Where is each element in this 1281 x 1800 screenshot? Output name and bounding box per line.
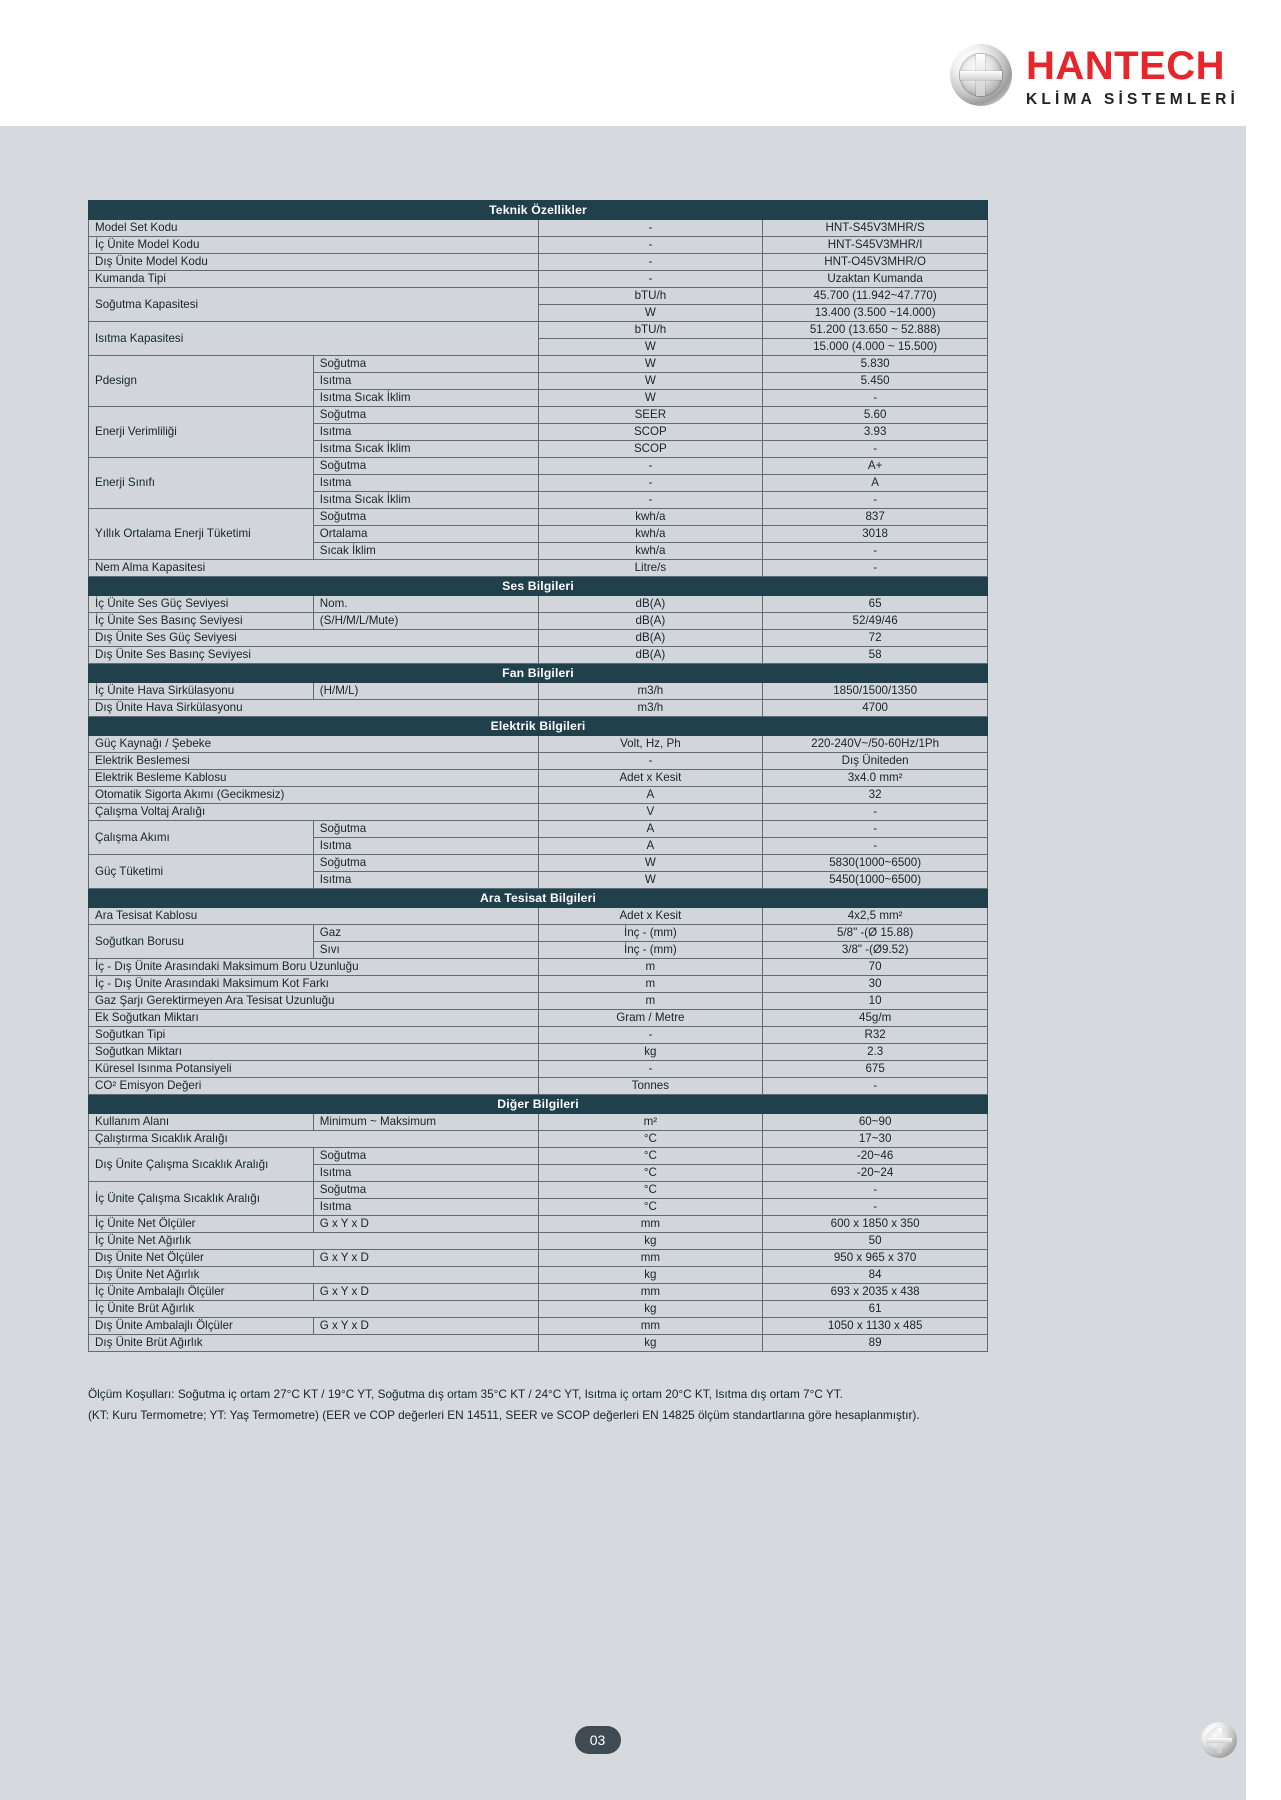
- spec-row: [89, 1148, 988, 1165]
- spec-row-unit: W: [538, 855, 763, 872]
- spec-row-unit: W: [538, 373, 763, 390]
- spec-row: [89, 1114, 988, 1131]
- spec-row-sublabel: Soğutma: [313, 855, 538, 872]
- spec-row: [89, 1078, 988, 1095]
- note-line-1: Ölçüm Koşulları: Soğutma iç ortam 27°C KT / 19°C YT, Soğutma dış ortam 35°C KT / 24°C YT, Isıtma iç ortam 20°C KT, Isıtma dış ortam 7°C YT.: [88, 1387, 843, 1401]
- spec-row-value: -: [763, 1182, 988, 1199]
- spec-row-label: Dış Ünite Brüt Ağırlık: [89, 1335, 539, 1352]
- spec-row-label: Çalışma Akımı: [89, 821, 314, 855]
- spec-row-value: 58: [763, 647, 988, 664]
- spec-row-sublabel: Isıtma: [313, 1199, 538, 1216]
- spec-row-sublabel: G x Y x D: [313, 1216, 538, 1233]
- spec-row-label: Soğutkan Borusu: [89, 925, 314, 959]
- spec-row-unit: mm: [538, 1250, 763, 1267]
- spec-row-unit: Litre/s: [538, 560, 763, 577]
- spec-row-value: -: [763, 1199, 988, 1216]
- spec-row-label: İç Ünite Net Ölçüler: [89, 1216, 314, 1233]
- spec-row-unit: °C: [538, 1131, 763, 1148]
- spec-row-label: Dış Ünite Model Kodu: [89, 254, 539, 271]
- spec-row-value: 89: [763, 1335, 988, 1352]
- spec-row-label: İç Ünite Ambalajlı Ölçüler: [89, 1284, 314, 1301]
- spec-row-unit: kg: [538, 1267, 763, 1284]
- spec-row-value: HNT-S45V3MHR/I: [763, 237, 988, 254]
- spec-row-sublabel: Isıtma Sıcak İklim: [313, 390, 538, 407]
- spec-row-label: Enerji Verimliliği: [89, 407, 314, 458]
- spec-row-sublabel: Isıtma Sıcak İklim: [313, 441, 538, 458]
- spec-row-unit: kwh/a: [538, 543, 763, 560]
- spec-row-value: 2.3: [763, 1044, 988, 1061]
- spec-row-label: CO² Emisyon Değeri: [89, 1078, 539, 1095]
- spec-row-value: 65: [763, 596, 988, 613]
- spec-row: [89, 804, 988, 821]
- spec-row-value: 3/8" -(Ø9.52): [763, 942, 988, 959]
- section-title: Ara Tesisat Bilgileri: [89, 889, 988, 908]
- spec-row-value: 30: [763, 976, 988, 993]
- spec-row-unit: W: [538, 356, 763, 373]
- spec-row: [89, 1335, 988, 1352]
- spec-row-value: 5830(1000~6500): [763, 855, 988, 872]
- spec-row: [89, 1284, 988, 1301]
- spec-row: [89, 1233, 988, 1250]
- spec-row: [89, 683, 988, 700]
- spec-row-unit: Tonnes: [538, 1078, 763, 1095]
- spec-row: [89, 1301, 988, 1318]
- section-title: Diğer Bilgileri: [89, 1095, 988, 1114]
- spec-row: [89, 925, 988, 942]
- spec-row-sublabel: Isıtma: [313, 1165, 538, 1182]
- footer-hantech-circle-cross-icon: [1201, 1722, 1237, 1758]
- spec-row-value: -: [763, 543, 988, 560]
- spec-row-unit: mm: [538, 1216, 763, 1233]
- spec-row-unit: °C: [538, 1199, 763, 1216]
- spec-row-unit: A: [538, 821, 763, 838]
- spec-row-unit: m: [538, 993, 763, 1010]
- spec-row: [89, 700, 988, 717]
- spec-row: [89, 908, 988, 925]
- section-title: Teknik Özellikler: [89, 201, 988, 220]
- spec-row-sublabel: Soğutma: [313, 356, 538, 373]
- spec-row-label: Yıllık Ortalama Enerji Tüketimi: [89, 509, 314, 560]
- spec-row-unit: m3/h: [538, 683, 763, 700]
- spec-row-label: Otomatik Sigorta Akımı (Gecikmesiz): [89, 787, 539, 804]
- spec-row-label: İç Ünite Ses Basınç Seviyesi: [89, 613, 314, 630]
- spec-row-value: 1050 x 1130 x 485: [763, 1318, 988, 1335]
- spec-row-unit: mm: [538, 1318, 763, 1335]
- spec-row-unit: kg: [538, 1301, 763, 1318]
- spec-row-value: 13.400 (3.500 ~14.000): [763, 305, 988, 322]
- spec-row-sublabel: Minimum ~ Maksimum: [313, 1114, 538, 1131]
- spec-row-unit: W: [538, 305, 763, 322]
- spec-row-label: İç Ünite Model Kodu: [89, 237, 539, 254]
- spec-row-label: İç Ünite Hava Sirkülasyonu: [89, 683, 314, 700]
- spec-row-sublabel: Ortalama: [313, 526, 538, 543]
- spec-row: [89, 855, 988, 872]
- spec-row-value: 1850/1500/1350: [763, 683, 988, 700]
- spec-row: [89, 1027, 988, 1044]
- spec-row-value: 70: [763, 959, 988, 976]
- spec-row-value: 45g/m: [763, 1010, 988, 1027]
- spec-row-unit: kg: [538, 1233, 763, 1250]
- spec-row-value: 675: [763, 1061, 988, 1078]
- spec-row-unit: -: [538, 254, 763, 271]
- spec-row: [89, 1216, 988, 1233]
- section-header-row: [89, 664, 988, 683]
- spec-row: [89, 770, 988, 787]
- spec-row-unit: -: [538, 271, 763, 288]
- spec-row-value: Dış Üniteden: [763, 753, 988, 770]
- spec-row-unit: dB(A): [538, 630, 763, 647]
- spec-row-value: 84: [763, 1267, 988, 1284]
- brand-subtitle: KLİMA SİSTEMLERİ: [1025, 91, 1239, 108]
- spec-row: [89, 959, 988, 976]
- spec-row: [89, 787, 988, 804]
- spec-row-label: Kumanda Tipi: [89, 271, 539, 288]
- spec-row: [89, 288, 988, 305]
- spec-row-unit: SEER: [538, 407, 763, 424]
- spec-row-unit: İnç - (mm): [538, 925, 763, 942]
- spec-row-label: Dış Ünite Net Ölçüler: [89, 1250, 314, 1267]
- spec-row-value: 5450(1000~6500): [763, 872, 988, 889]
- spec-row-value: 45.700 (11.942~47.770): [763, 288, 988, 305]
- spec-row-unit: V: [538, 804, 763, 821]
- spec-row: [89, 1061, 988, 1078]
- spec-row-unit: kwh/a: [538, 526, 763, 543]
- spec-row-label: Pdesign: [89, 356, 314, 407]
- spec-row-label: İç Ünite Net Ağırlık: [89, 1233, 539, 1250]
- spec-row-value: -: [763, 560, 988, 577]
- spec-row-sublabel: Isıtma: [313, 872, 538, 889]
- spec-row: [89, 1010, 988, 1027]
- spec-row-label: İç Ünite Çalışma Sıcaklık Aralığı: [89, 1182, 314, 1216]
- spec-row-value: 3018: [763, 526, 988, 543]
- brand-logo: [950, 44, 1239, 109]
- spec-row-value: R32: [763, 1027, 988, 1044]
- spec-sheet-panel: [0, 126, 1246, 1800]
- spec-row-label: Dış Ünite Hava Sirkülasyonu: [89, 700, 539, 717]
- spec-row-sublabel: Soğutma: [313, 407, 538, 424]
- spec-row-unit: dB(A): [538, 647, 763, 664]
- spec-row-unit: m: [538, 976, 763, 993]
- spec-row-value: -: [763, 821, 988, 838]
- spec-row: [89, 613, 988, 630]
- spec-row-value: 61: [763, 1301, 988, 1318]
- spec-row-value: 72: [763, 630, 988, 647]
- section-header-row: [89, 1095, 988, 1114]
- spec-row-label: Elektrik Beslemesi: [89, 753, 539, 770]
- spec-row-label: İç - Dış Ünite Arasındaki Maksimum Kot Farkı: [89, 976, 539, 993]
- spec-row-label: Küresel Isınma Potansiyeli: [89, 1061, 539, 1078]
- spec-row-unit: Adet x Kesit: [538, 908, 763, 925]
- spec-row-sublabel: Isıtma: [313, 838, 538, 855]
- spec-row-unit: A: [538, 838, 763, 855]
- spec-row: [89, 630, 988, 647]
- spec-row-label: Dış Ünite Çalışma Sıcaklık Aralığı: [89, 1148, 314, 1182]
- spec-row-unit: W: [538, 390, 763, 407]
- spec-row-unit: °C: [538, 1148, 763, 1165]
- spec-row: [89, 254, 988, 271]
- spec-row-unit: -: [538, 492, 763, 509]
- spec-row-value: 5.830: [763, 356, 988, 373]
- spec-row-unit: dB(A): [538, 613, 763, 630]
- spec-row-value: HNT-S45V3MHR/S: [763, 220, 988, 237]
- spec-row-value: -20~46: [763, 1148, 988, 1165]
- spec-row-unit: -: [538, 220, 763, 237]
- spec-row-sublabel: Isıtma: [313, 475, 538, 492]
- spec-row-value: 3x4.0 mm²: [763, 770, 988, 787]
- spec-row-sublabel: Sıvı: [313, 942, 538, 959]
- spec-row-label: İç Ünite Brüt Ağırlık: [89, 1301, 539, 1318]
- spec-row-label: Güç Kaynağı / Şebeke: [89, 736, 539, 753]
- spec-row: [89, 509, 988, 526]
- spec-row-value: -: [763, 1078, 988, 1095]
- spec-row: [89, 976, 988, 993]
- brand-name: HANTECH: [1025, 44, 1226, 88]
- spec-row-sublabel: Nom.: [313, 596, 538, 613]
- spec-row-sublabel: G x Y x D: [313, 1284, 538, 1301]
- spec-row: [89, 1182, 988, 1199]
- spec-row-sublabel: (S/H/M/L/Mute): [313, 613, 538, 630]
- spec-row: [89, 458, 988, 475]
- spec-row-unit: İnç - (mm): [538, 942, 763, 959]
- spec-row-sublabel: Soğutma: [313, 509, 538, 526]
- spec-row-value: 51.200 (13.650 ~ 52.888): [763, 322, 988, 339]
- spec-row: [89, 560, 988, 577]
- spec-row-label: Kullanım Alanı: [89, 1114, 314, 1131]
- spec-row-sublabel: Isıtma: [313, 424, 538, 441]
- spec-row-value: HNT-O45V3MHR/O: [763, 254, 988, 271]
- spec-row-value: -: [763, 390, 988, 407]
- spec-row-sublabel: Soğutma: [313, 458, 538, 475]
- spec-row-label: Elektrik Besleme Kablosu: [89, 770, 539, 787]
- spec-row-value: Uzaktan Kumanda: [763, 271, 988, 288]
- spec-row-label: Güç Tüketimi: [89, 855, 314, 889]
- spec-row-label: Model Set Kodu: [89, 220, 539, 237]
- spec-row-value: -20~24: [763, 1165, 988, 1182]
- section-header-row: [89, 201, 988, 220]
- spec-row-label: Dış Ünite Ses Güç Seviyesi: [89, 630, 539, 647]
- spec-row: [89, 596, 988, 613]
- spec-row-unit: Volt, Hz, Ph: [538, 736, 763, 753]
- spec-row: [89, 1044, 988, 1061]
- measurement-conditions-notes: [88, 1384, 988, 1426]
- section-header-row: [89, 889, 988, 908]
- spec-row-label: Çalışma Voltaj Aralığı: [89, 804, 539, 821]
- spec-row-label: Dış Ünite Ses Basınç Seviyesi: [89, 647, 539, 664]
- spec-row-unit: SCOP: [538, 424, 763, 441]
- spec-row: [89, 993, 988, 1010]
- spec-row-unit: °C: [538, 1165, 763, 1182]
- spec-row-unit: kg: [538, 1044, 763, 1061]
- spec-row-unit: -: [538, 1061, 763, 1078]
- spec-row: [89, 647, 988, 664]
- spec-row-sublabel: Soğutma: [313, 1148, 538, 1165]
- page-number-badge: 03: [575, 1726, 621, 1754]
- spec-row-value: 60~90: [763, 1114, 988, 1131]
- section-header-row: [89, 717, 988, 736]
- spec-row-unit: m3/h: [538, 700, 763, 717]
- spec-row-value: 5.60: [763, 407, 988, 424]
- spec-row-value: 4700: [763, 700, 988, 717]
- spec-row-unit: m²: [538, 1114, 763, 1131]
- spec-row-unit: A: [538, 787, 763, 804]
- spec-row-unit: kwh/a: [538, 509, 763, 526]
- spec-row-label: Gaz Şarjı Gerektirmeyen Ara Tesisat Uzunluğu: [89, 993, 539, 1010]
- spec-row-unit: bTU/h: [538, 288, 763, 305]
- spec-row-unit: Adet x Kesit: [538, 770, 763, 787]
- spec-row: [89, 1267, 988, 1284]
- spec-row-value: A: [763, 475, 988, 492]
- spec-row: [89, 356, 988, 373]
- spec-row-unit: bTU/h: [538, 322, 763, 339]
- spec-row-unit: m: [538, 959, 763, 976]
- spec-row-sublabel: Isıtma Sıcak İklim: [313, 492, 538, 509]
- spec-row-label: İç - Dış Ünite Arasındaki Maksimum Boru Uzunluğu: [89, 959, 539, 976]
- spec-row-sublabel: G x Y x D: [313, 1318, 538, 1335]
- spec-row: [89, 271, 988, 288]
- spec-row: [89, 322, 988, 339]
- hantech-circle-cross-icon: [950, 44, 1012, 106]
- technical-specifications-table: [88, 200, 988, 1352]
- spec-row-label: Enerji Sınıfı: [89, 458, 314, 509]
- section-title: Ses Bilgileri: [89, 577, 988, 596]
- spec-row-value: -: [763, 441, 988, 458]
- section-title: Fan Bilgileri: [89, 664, 988, 683]
- spec-row-sublabel: Gaz: [313, 925, 538, 942]
- spec-sheet-content: [88, 200, 988, 1426]
- spec-row-value: 5/8" -(Ø 15.88): [763, 925, 988, 942]
- spec-row-value: -: [763, 838, 988, 855]
- spec-row-sublabel: Soğutma: [313, 1182, 538, 1199]
- spec-row: [89, 1250, 988, 1267]
- spec-row-value: A+: [763, 458, 988, 475]
- spec-row-value: 3.93: [763, 424, 988, 441]
- spec-row-label: Çalıştırma Sıcaklık Aralığı: [89, 1131, 539, 1148]
- spec-row-value: 600 x 1850 x 350: [763, 1216, 988, 1233]
- spec-row-value: 837: [763, 509, 988, 526]
- spec-row-sublabel: (H/M/L): [313, 683, 538, 700]
- spec-row-label: Soğutkan Miktarı: [89, 1044, 539, 1061]
- spec-row-value: 15.000 (4.000 ~ 15.500): [763, 339, 988, 356]
- spec-row: [89, 1318, 988, 1335]
- spec-row-unit: kg: [538, 1335, 763, 1352]
- spec-row-value: 17~30: [763, 1131, 988, 1148]
- spec-row-label: İç Ünite Ses Güç Seviyesi: [89, 596, 314, 613]
- spec-row-value: 220-240V~/50-60Hz/1Ph: [763, 736, 988, 753]
- section-title: Elektrik Bilgileri: [89, 717, 988, 736]
- spec-row-label: Isıtma Kapasitesi: [89, 322, 539, 356]
- spec-row-label: Ek Soğutkan Miktarı: [89, 1010, 539, 1027]
- spec-row-sublabel: Soğutma: [313, 821, 538, 838]
- spec-row-sublabel: Isıtma: [313, 373, 538, 390]
- spec-row-label: Soğutkan Tipi: [89, 1027, 539, 1044]
- spec-row: [89, 753, 988, 770]
- spec-row-label: Ara Tesisat Kablosu: [89, 908, 539, 925]
- spec-row-label: Soğutma Kapasitesi: [89, 288, 539, 322]
- spec-row: [89, 821, 988, 838]
- spec-row-unit: mm: [538, 1284, 763, 1301]
- page-header: [0, 0, 1281, 126]
- spec-row-unit: -: [538, 237, 763, 254]
- spec-row-value: 693 x 2035 x 438: [763, 1284, 988, 1301]
- brand-text: [1026, 44, 1239, 109]
- spec-row-sublabel: Sıcak İklim: [313, 543, 538, 560]
- spec-row: [89, 407, 988, 424]
- spec-row-value: 10: [763, 993, 988, 1010]
- spec-row-label: Dış Ünite Ambalajlı Ölçüler: [89, 1318, 314, 1335]
- spec-row-unit: -: [538, 475, 763, 492]
- spec-row: [89, 736, 988, 753]
- spec-row: [89, 220, 988, 237]
- spec-row-value: -: [763, 804, 988, 821]
- spec-row-unit: W: [538, 339, 763, 356]
- spec-row-value: -: [763, 492, 988, 509]
- spec-row-value: 50: [763, 1233, 988, 1250]
- spec-row-unit: SCOP: [538, 441, 763, 458]
- spec-row-unit: -: [538, 1027, 763, 1044]
- spec-row-sublabel: G x Y x D: [313, 1250, 538, 1267]
- spec-row-unit: Gram / Metre: [538, 1010, 763, 1027]
- spec-row-unit: °C: [538, 1182, 763, 1199]
- spec-row: [89, 1131, 988, 1148]
- spec-row-value: 32: [763, 787, 988, 804]
- spec-row-label: Nem Alma Kapasitesi: [89, 560, 539, 577]
- spec-row-value: 5.450: [763, 373, 988, 390]
- spec-row: [89, 237, 988, 254]
- spec-row-unit: dB(A): [538, 596, 763, 613]
- spec-row-value: 52/49/46: [763, 613, 988, 630]
- page-footer: [0, 1670, 1281, 1800]
- note-line-2: (KT: Kuru Termometre; YT: Yaş Termometre) (EER ve COP değerleri EN 14511, SEER ve SCOP değerleri EN 14825 ölçüm standartlarına göre hesaplanmıştır).: [88, 1408, 920, 1422]
- spec-row-unit: -: [538, 753, 763, 770]
- spec-row-value: 4x2,5 mm²: [763, 908, 988, 925]
- section-header-row: [89, 577, 988, 596]
- spec-row-unit: -: [538, 458, 763, 475]
- spec-row-unit: W: [538, 872, 763, 889]
- spec-row-label: Dış Ünite Net Ağırlık: [89, 1267, 539, 1284]
- spec-row-value: 950 x 965 x 370: [763, 1250, 988, 1267]
